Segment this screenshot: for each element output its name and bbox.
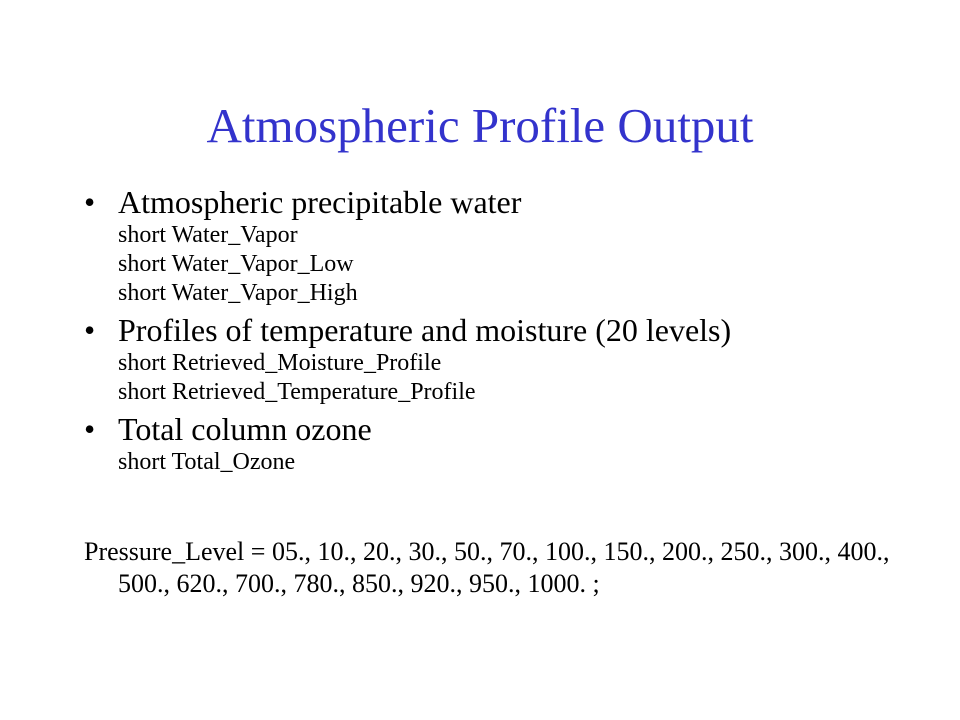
- sub-line: short Retrieved_Moisture_Profile: [118, 350, 442, 376]
- sub-line-list: [118, 221, 944, 308]
- sub-line: short Water_Vapor_Low: [118, 251, 354, 277]
- slide-title: Atmospheric Profile Output: [206, 98, 754, 153]
- bullet-dot-icon: •: [84, 184, 96, 220]
- sub-line: short Total_Ozone: [118, 449, 296, 475]
- bullet-list: [84, 184, 944, 481]
- pressure-level-list: Pressure_Level = 05., 10., 20., 30., 50., 70., 100., 150., 200., 250., 300., 400., 500., 620., 700., 780., 850., 920., 950., 1000. ;: [84, 537, 890, 598]
- bullet-dot-icon: •: [84, 312, 96, 348]
- bullet-text: Profiles of temperature and moisture (20 levels): [118, 312, 732, 348]
- sub-line: short Water_Vapor: [118, 222, 298, 248]
- bullet-item: [84, 312, 944, 407]
- bullet-item: [84, 184, 944, 308]
- bullet-text: Total column ozone: [118, 411, 372, 447]
- bullet-item: [84, 411, 944, 477]
- sub-line-list: [118, 448, 944, 477]
- sub-line-list: [118, 349, 944, 407]
- sub-line: short Water_Vapor_High: [118, 280, 358, 306]
- sub-line: short Retrieved_Temperature_Profile: [118, 379, 476, 405]
- bullet-dot-icon: •: [84, 411, 96, 447]
- bullet-text: Atmospheric precipitable water: [118, 184, 522, 220]
